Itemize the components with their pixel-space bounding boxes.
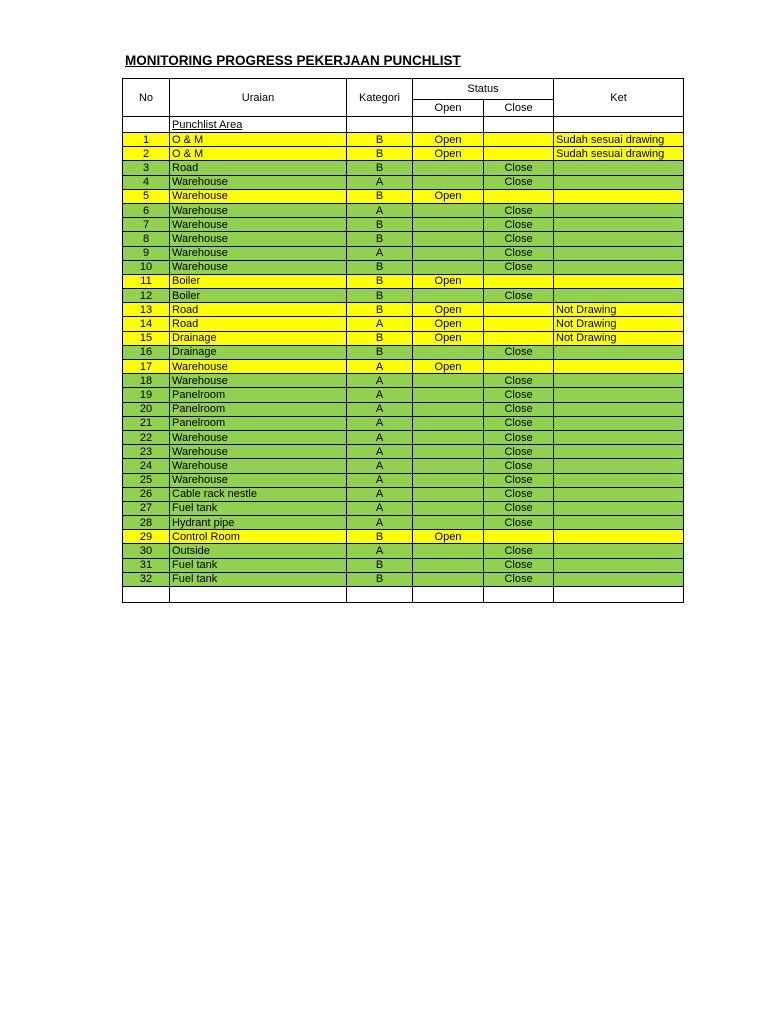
empty-row <box>123 587 684 603</box>
row-ket: Sudah sesuai drawing <box>554 147 684 161</box>
row-close: Close <box>484 416 554 430</box>
table-row <box>123 274 684 288</box>
row-open <box>413 402 484 416</box>
row-open <box>413 487 484 501</box>
row-open: Open <box>413 274 484 288</box>
table-row <box>123 416 684 430</box>
row-open <box>413 218 484 232</box>
row-uraian: Outside <box>170 544 347 558</box>
header-open: Open <box>413 100 484 117</box>
row-kategori: B <box>347 274 413 288</box>
table-row <box>123 289 684 303</box>
row-ket <box>554 430 684 444</box>
row-uraian: Warehouse <box>170 218 347 232</box>
section-row <box>123 117 684 133</box>
header-kategori: Kategori <box>347 79 413 117</box>
row-close: Close <box>484 388 554 402</box>
table-row <box>123 161 684 175</box>
row-open <box>413 516 484 530</box>
row-kategori: A <box>347 388 413 402</box>
row-open: Open <box>413 133 484 147</box>
row-open <box>413 203 484 217</box>
row-uraian: Boiler <box>170 274 347 288</box>
row-ket <box>554 473 684 487</box>
row-ket <box>554 501 684 515</box>
row-no: 9 <box>123 246 170 260</box>
row-close: Close <box>484 459 554 473</box>
row-ket: Not Drawing <box>554 331 684 345</box>
row-uraian: Fuel tank <box>170 572 347 586</box>
row-no: 26 <box>123 487 170 501</box>
row-kategori: A <box>347 487 413 501</box>
row-no: 19 <box>123 388 170 402</box>
row-kategori: B <box>347 572 413 586</box>
row-close: Close <box>484 246 554 260</box>
punchlist-table <box>122 78 684 603</box>
row-no: 29 <box>123 530 170 544</box>
table-row <box>123 147 684 161</box>
row-no: 21 <box>123 416 170 430</box>
row-ket <box>554 558 684 572</box>
row-kategori: A <box>347 203 413 217</box>
empty-cell <box>484 587 554 603</box>
row-ket <box>554 487 684 501</box>
row-uraian: Panelroom <box>170 388 347 402</box>
row-uraian: Drainage <box>170 345 347 359</box>
table-row <box>123 374 684 388</box>
row-open: Open <box>413 530 484 544</box>
table-row <box>123 218 684 232</box>
section-kategori-cell <box>347 117 413 133</box>
row-open <box>413 430 484 444</box>
row-ket <box>554 530 684 544</box>
row-open <box>413 161 484 175</box>
row-close <box>484 274 554 288</box>
row-uraian: Panelroom <box>170 416 347 430</box>
row-no: 13 <box>123 303 170 317</box>
row-uraian: Panelroom <box>170 402 347 416</box>
row-no: 4 <box>123 175 170 189</box>
empty-cell <box>554 587 684 603</box>
row-close <box>484 303 554 317</box>
empty-cell <box>170 587 347 603</box>
row-open <box>413 544 484 558</box>
table-row <box>123 558 684 572</box>
row-kategori: A <box>347 544 413 558</box>
table-row <box>123 501 684 515</box>
row-uraian: Road <box>170 161 347 175</box>
row-no: 14 <box>123 317 170 331</box>
row-uraian: Fuel tank <box>170 501 347 515</box>
row-open: Open <box>413 147 484 161</box>
row-open <box>413 445 484 459</box>
row-no: 18 <box>123 374 170 388</box>
row-kategori: B <box>347 530 413 544</box>
header-ket: Ket <box>554 79 684 117</box>
table-row <box>123 487 684 501</box>
row-open <box>413 289 484 303</box>
row-kategori: A <box>347 416 413 430</box>
row-kategori: A <box>347 501 413 515</box>
row-kategori: B <box>347 147 413 161</box>
row-kategori: B <box>347 260 413 274</box>
row-kategori: B <box>347 331 413 345</box>
row-close <box>484 317 554 331</box>
row-uraian: Warehouse <box>170 189 347 203</box>
empty-cell <box>347 587 413 603</box>
row-no: 23 <box>123 445 170 459</box>
row-kategori: A <box>347 430 413 444</box>
row-no: 15 <box>123 331 170 345</box>
table-row <box>123 133 684 147</box>
row-uraian: Hydrant pipe <box>170 516 347 530</box>
table-row <box>123 345 684 359</box>
empty-cell <box>413 587 484 603</box>
row-no: 6 <box>123 203 170 217</box>
row-kategori: A <box>347 459 413 473</box>
row-ket <box>554 572 684 586</box>
row-open <box>413 459 484 473</box>
row-no: 27 <box>123 501 170 515</box>
row-no: 16 <box>123 345 170 359</box>
row-close: Close <box>484 161 554 175</box>
table-row <box>123 572 684 586</box>
row-close: Close <box>484 487 554 501</box>
row-kategori: A <box>347 246 413 260</box>
table-row <box>123 388 684 402</box>
header-uraian: Uraian <box>170 79 347 117</box>
row-kategori: B <box>347 218 413 232</box>
row-ket <box>554 289 684 303</box>
row-open <box>413 175 484 189</box>
row-close: Close <box>484 232 554 246</box>
row-kategori: B <box>347 558 413 572</box>
row-kategori: B <box>347 303 413 317</box>
row-ket <box>554 161 684 175</box>
row-open: Open <box>413 331 484 345</box>
row-ket <box>554 388 684 402</box>
row-close: Close <box>484 501 554 515</box>
row-no: 10 <box>123 260 170 274</box>
header-no: No <box>123 79 170 117</box>
row-no: 30 <box>123 544 170 558</box>
row-close: Close <box>484 516 554 530</box>
row-uraian: Warehouse <box>170 246 347 260</box>
row-kategori: A <box>347 317 413 331</box>
row-uraian: O & M <box>170 147 347 161</box>
section-label: Punchlist Area <box>170 117 347 133</box>
row-open: Open <box>413 317 484 331</box>
table-row <box>123 303 684 317</box>
row-uraian: O & M <box>170 133 347 147</box>
row-ket <box>554 345 684 359</box>
row-kategori: B <box>347 189 413 203</box>
row-uraian: Drainage <box>170 331 347 345</box>
row-uraian: Boiler <box>170 289 347 303</box>
table-row <box>123 530 684 544</box>
section-ket-cell <box>554 117 684 133</box>
row-open <box>413 558 484 572</box>
row-kategori: A <box>347 445 413 459</box>
row-no: 20 <box>123 402 170 416</box>
row-ket <box>554 544 684 558</box>
row-close: Close <box>484 473 554 487</box>
row-open <box>413 572 484 586</box>
header-status: Status <box>413 79 554 100</box>
row-uraian: Warehouse <box>170 445 347 459</box>
row-no: 5 <box>123 189 170 203</box>
row-uraian: Road <box>170 303 347 317</box>
row-ket <box>554 218 684 232</box>
row-ket <box>554 189 684 203</box>
row-open <box>413 232 484 246</box>
row-close: Close <box>484 544 554 558</box>
row-kategori: B <box>347 161 413 175</box>
row-uraian: Warehouse <box>170 430 347 444</box>
row-kategori: A <box>347 374 413 388</box>
row-uraian: Warehouse <box>170 374 347 388</box>
table-row <box>123 516 684 530</box>
table-row <box>123 430 684 444</box>
row-no: 8 <box>123 232 170 246</box>
row-no: 2 <box>123 147 170 161</box>
row-uraian: Warehouse <box>170 473 347 487</box>
table-row <box>123 473 684 487</box>
row-close: Close <box>484 374 554 388</box>
table-row <box>123 203 684 217</box>
row-uraian: Warehouse <box>170 175 347 189</box>
row-close: Close <box>484 402 554 416</box>
row-kategori: A <box>347 473 413 487</box>
row-kategori: A <box>347 402 413 416</box>
table-row <box>123 189 684 203</box>
row-close: Close <box>484 558 554 572</box>
row-uraian: Warehouse <box>170 203 347 217</box>
row-ket <box>554 374 684 388</box>
row-open: Open <box>413 189 484 203</box>
page-title: MONITORING PROGRESS PEKERJAAN PUNCHLIST <box>125 53 461 68</box>
section-close-cell <box>484 117 554 133</box>
row-open <box>413 416 484 430</box>
row-close: Close <box>484 572 554 586</box>
row-open: Open <box>413 303 484 317</box>
header-close: Close <box>484 100 554 117</box>
row-close <box>484 189 554 203</box>
row-no: 11 <box>123 274 170 288</box>
row-no: 12 <box>123 289 170 303</box>
row-open <box>413 501 484 515</box>
row-no: 1 <box>123 133 170 147</box>
row-ket <box>554 246 684 260</box>
row-open <box>413 246 484 260</box>
row-close: Close <box>484 203 554 217</box>
row-open <box>413 473 484 487</box>
table-row <box>123 331 684 345</box>
row-uraian: Warehouse <box>170 459 347 473</box>
row-close <box>484 133 554 147</box>
row-open <box>413 388 484 402</box>
row-close: Close <box>484 445 554 459</box>
row-ket <box>554 459 684 473</box>
row-no: 24 <box>123 459 170 473</box>
table-row <box>123 544 684 558</box>
row-ket <box>554 175 684 189</box>
row-uraian: Cable rack nestle <box>170 487 347 501</box>
row-ket <box>554 360 684 374</box>
row-uraian: Warehouse <box>170 260 347 274</box>
table-row <box>123 459 684 473</box>
table-row <box>123 317 684 331</box>
row-no: 32 <box>123 572 170 586</box>
row-close <box>484 360 554 374</box>
row-kategori: B <box>347 232 413 246</box>
row-ket: Not Drawing <box>554 303 684 317</box>
row-uraian: Control Room <box>170 530 347 544</box>
row-no: 17 <box>123 360 170 374</box>
section-no-cell <box>123 117 170 133</box>
row-kategori: A <box>347 175 413 189</box>
row-kategori: B <box>347 289 413 303</box>
row-ket <box>554 402 684 416</box>
row-no: 22 <box>123 430 170 444</box>
row-kategori: B <box>347 133 413 147</box>
row-close: Close <box>484 260 554 274</box>
row-ket <box>554 416 684 430</box>
row-open <box>413 345 484 359</box>
row-close <box>484 530 554 544</box>
row-ket <box>554 516 684 530</box>
row-ket <box>554 232 684 246</box>
row-open <box>413 260 484 274</box>
row-close: Close <box>484 345 554 359</box>
row-kategori: A <box>347 360 413 374</box>
table-row <box>123 260 684 274</box>
row-close <box>484 147 554 161</box>
row-open: Open <box>413 360 484 374</box>
row-ket <box>554 203 684 217</box>
empty-cell <box>123 587 170 603</box>
row-kategori: B <box>347 345 413 359</box>
row-uraian: Fuel tank <box>170 558 347 572</box>
row-no: 25 <box>123 473 170 487</box>
row-close: Close <box>484 430 554 444</box>
row-ket <box>554 445 684 459</box>
row-uraian: Warehouse <box>170 232 347 246</box>
table-row <box>123 232 684 246</box>
row-close: Close <box>484 289 554 303</box>
row-uraian: Warehouse <box>170 360 347 374</box>
row-no: 3 <box>123 161 170 175</box>
row-open <box>413 374 484 388</box>
row-no: 28 <box>123 516 170 530</box>
table-row <box>123 175 684 189</box>
row-ket: Sudah sesuai drawing <box>554 133 684 147</box>
table-row <box>123 402 684 416</box>
row-close: Close <box>484 218 554 232</box>
row-kategori: A <box>347 516 413 530</box>
table-row <box>123 360 684 374</box>
row-no: 7 <box>123 218 170 232</box>
section-open-cell <box>413 117 484 133</box>
row-close: Close <box>484 175 554 189</box>
table-row <box>123 246 684 260</box>
row-uraian: Road <box>170 317 347 331</box>
row-no: 31 <box>123 558 170 572</box>
row-close <box>484 331 554 345</box>
table-row <box>123 445 684 459</box>
row-ket <box>554 260 684 274</box>
row-ket: Not Drawing <box>554 317 684 331</box>
row-ket <box>554 274 684 288</box>
